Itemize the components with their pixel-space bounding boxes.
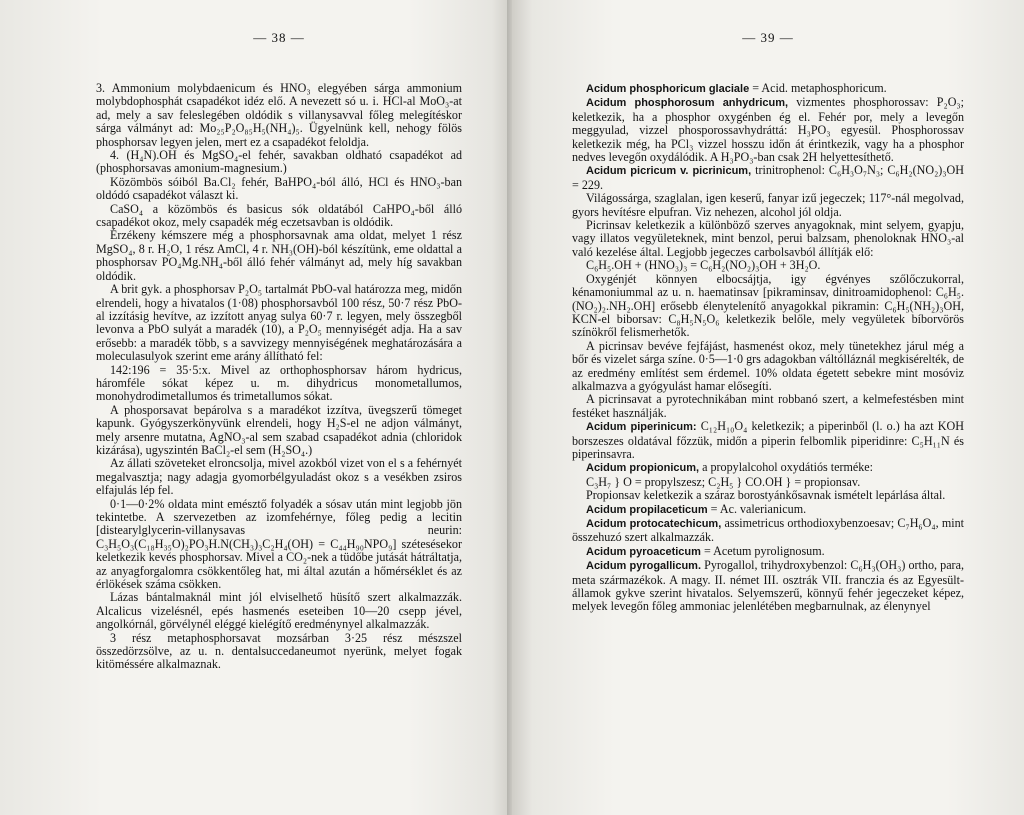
entry-text: vizmentes phosphorossav: P₂O₃; keletkezik, ha a phosphor oxygénben ég el. Fehér por, mely a levegőn meggyulad, vizzel phosporossavhydráttá: H₃PO₃ egyesül. Phosphorossav keletkezik még, ha PCl₃ vizzel hosszu időn át érintkezik, vagy ha a phosphor nedves levegőn oxydálódik. A H₃PO₃-ban csak 2H helyettesíthető. <box>572 95 965 165</box>
paragraph: 0·1—0·2% oldata mint emésztő folyadék a sósav után mint legjobb jön tekintetbe. A szervezetben az izomfehérnye, főleg pedig a lecitin [distearylglycerin-villanysavas neurin: C₃H₅O₃(C₁₈H₃₅O)₂PO₃H.N(CH₃)₃C₂H₄(OH) = C₄₄H₉₀NPO₉] szétesésekor keletkezik kevés phosphorsav. Mivel a CO₂-nek a tüdőbe jutását hátráltatja, az anyagforgalomra csökkentőleg hat, mi által azután a hőmérséklet és az érlökések száma csökken. <box>96 496 462 592</box>
entry-text: = Ac. valerianicum. <box>707 501 807 516</box>
left-page-text <box>96 82 462 672</box>
entry-heading: Acidum protocatechicum, <box>586 518 722 530</box>
paragraph <box>572 393 964 420</box>
paragraph: A phosporsavat bepárolva s a maradékot izzítva, üvegszerű tömeget kapunk. Gyógyszerkönyvünk elrendeli, hogy H₂S-el ne adjon válmányt, mely arsenre mutatna, AgNO₃-al sem szabad csapadékot adnia (chloridok kizárása), ugyszintén BaCl₂-el sem (H₂SO₄.) <box>96 402 462 457</box>
paragraph: 142:196 = 35·5:x. Mivel az orthophosphorsav három hydricus, háromféle sókat képez u. m. dihydricus monometallumos, monohydrodimetallumos és trimetallumos sókat. <box>96 362 462 404</box>
paragraph <box>572 503 964 517</box>
paragraph: A brit gyk. a phosphorsav P₂O₅ tartalmát PbO-val határozza meg, midőn elrendeli, hogy a hivatalos (1·08) phosphorsavból 100 rész, 50·7 rész PbO-al izzításig hevítve, az izzított anyag sulya 60·7 r. legyen, mely összegből levonva a PbO sulyát a maradék (10), a P₂O₅ mennyiségét adja. Ha a sav erősebb: a maradék több, s a savvizegy mennyiségének meghatározására a moleculasulyok szerint eme arány állítható fel: <box>96 282 462 364</box>
entry-heading: Acidum pyrogallicum. <box>586 560 701 573</box>
entry-text: = Acid. metaphosphoricum. <box>749 81 887 95</box>
entry-text: C₆H₅.OH + (HNO₃)₃ = C₆H₂(NO₂)₃OH + 3H₂O. <box>586 258 821 273</box>
paragraph <box>572 192 964 219</box>
paragraph <box>572 545 964 559</box>
entry-text: assimetricus orthodioxybenzoesav; C₇H₆O₄, mint összehuzó szert alkalmazzák. <box>572 516 964 545</box>
entry-text: Világossárga, szaglalan, igen keserű, fanyar izű jegeczek; 117°-nál megolvad, gyors hevítésre elpufran. Viz nehezen, alcohol jól oldja. <box>572 191 964 219</box>
paragraph: Lázas bántalmaknál mint jól elviselhető hüsítő szert alkalmazzák. Alcalicus vizelésnél, epés hasmenés eseteiben 10—20 csepp jével, angolkórnál, görvélynél eléggé kielégítő eredménynyel alkalmazzák. <box>96 590 462 632</box>
right-page <box>512 0 1024 815</box>
entry-heading: Acidum piperinicum: <box>586 421 697 434</box>
paragraph: 3 rész metaphosphorsavat mozsárban 3·25 rész mészszel összedörzsölve, az u. n. dentalsuccedaneumot nyerünk, melyet fogak kitöméssére alkalmaznak. <box>96 630 462 672</box>
entry-text: C₁₂H₁₀O₄ keletkezik; a piperinből (l. o.) ha azt KOH borszeszes oldatával főzzük, midőn a piperin felbomlik piperidinre: C₅H₁₁N és piperinsavra. <box>572 419 964 461</box>
entry-text: Oxygénjét könnyen elbocsájtja, igy égvényes szőlőczukorral, kénamoniummal az u. n. haematinsav [pikraminsav, dinitroamidophenol: C₆H₅.(NO₂)₂.NH₂.OH] erősebb élenytelenítő anyagokkal pikramin: C₆H₅(NH₂)₃OH, KCN-el biborsav: C₈H₅N₅O₆ keletkezik belőle, mely vegyületek bíborvörös színökről felismerhetők. <box>572 271 964 340</box>
paragraph: Az állati szöveteket elroncsolja, mivel azokból vizet von el s a fehérnyét megalvasztja; nagy adagja gyomorbélgyuladást okoz s a vesékben zsiros elfajulás lép fel. <box>96 456 462 498</box>
paragraph <box>572 476 964 489</box>
paragraph <box>572 82 964 96</box>
entry-heading: Acidum propionicum, <box>586 462 700 475</box>
entry-text: trinitrophenol: C₆H₃O₇N₃; C₆H₂(NO₂)₃OH = 229. <box>572 163 964 192</box>
entry-text: C₃H₇ } O = propylszesz; C₂H₅ } CO.OH } = propionsav. <box>586 474 861 489</box>
right-page-text <box>572 82 964 614</box>
entry-text: A picrinsav bevéve fejfájást, hasmenést okoz, mely tünetekhez járul még a bőr és vizelet sárga színe. 0·5—1·0 grs adagokban váltólláznál megkisérelték, de az eredmény említést sem érdemel. 10% oldata égetett sebekre mint mosóviz alkalmazva a gyógyulást hamar elősegíti. <box>572 338 965 393</box>
entry-heading: Acidum pyroaceticum <box>586 545 701 558</box>
paragraph <box>572 259 964 272</box>
paragraph: Érzékeny kémszere még a phosphorsavnak ama oldat, melyet 1 rész MgSO₄, 8 r. H₂O, 1 rész AmCl, 4 r. NH₃(OH)-ból készítünk, eme oldattal a phosphorsav PO₄Mg.NH₄-ből álló fehér válmányt ad, mely híg savakban oldódik. <box>96 228 462 283</box>
right-page-number: — 39 — <box>742 30 794 45</box>
paragraph: 4. (H₄N).OH és MgSO₄-el fehér, savakban oldható csapadékot ad (phosphorsavas amonium-magnesium.) <box>96 148 462 176</box>
left-page-number: — 38 — <box>253 30 305 45</box>
entry-heading: Acidum propilaceticum <box>586 503 708 516</box>
entry-text: a propylalcohol oxydátiós terméke: <box>699 460 874 475</box>
entry-heading: Acidum phosphoricum glaciale <box>586 83 750 95</box>
paragraph <box>572 273 964 340</box>
paragraph <box>572 461 964 475</box>
paragraph <box>572 559 964 614</box>
entry-heading: Acidum phosphorosum anhydricum, <box>586 97 789 110</box>
paragraph <box>572 96 964 164</box>
paragraph <box>572 340 964 394</box>
entry-text: = Acetum pyrolignosum. <box>700 543 825 558</box>
entry-text: A picrinsavat a pyrotechnikában mint robbanó szert, a kelmefestésben mint festéket használják. <box>572 392 964 420</box>
paragraph: 3. Ammonium molybdaenicum és HNO₃ elegyében sárga ammonium molybdophosphát csapadékot idéz elő. A nevezett só u. i. HCl-al MoO₃-at ad, mely a sav feleslegében oldódik s villanysavval főleg melegítéskor sárga válmányt ad: Mo₂₅P₂O₈₅H₅(NH₄)₅. Ügyelnünk kell, nehogy fölös phosphorsav legyen jelen, mert ez a csapadékot feloldja. <box>96 81 462 149</box>
paragraph: CaSO₄ a közömbös és basicus sók oldatából CaHPO₄-ből álló csapadékot okoz, mely csapadék még eczetsavban is oldódik. <box>96 201 462 230</box>
entry-text: Propionsav keletkezik a száraz borostyánkősavnak ismételt lepárlása által. <box>586 488 946 503</box>
paragraph <box>572 219 964 259</box>
entry-text: Picrinsav keletkezik a különböző szerves anyagoknak, mint selyem, gyapju, vagy illatos vegyületeknek, mint benzol, perui balzsam, phenoloknak HNO₃-al való kezelése által. Legjobb jegeczes carbolsavból állítják elő: <box>572 218 964 259</box>
paragraph <box>572 420 964 461</box>
entry-heading: Acidum picricum v. picrinicum, <box>586 165 752 178</box>
paragraph <box>572 489 964 502</box>
entry-text: Pyrogallol, trihydroxybenzol: C₆H₃(OH₃) ortho, para, meta származékok. A magy. II. német III. osztrák VII. franczia és az Egyesült-államok gykve szerint hivatalos. Selyemszerű, könnyű fehér jegeczeket képez, melyek levegőn főleg ammoniac jelenlétében megbarnulnak, az élenynyel <box>572 558 964 614</box>
paragraph <box>572 517 964 545</box>
paragraph: Közömbös sóiból Ba.Cl₂ fehér, BaHPO₄-ból álló, HCl és HNO₃-ban oldódó csapadékot választ ki. <box>96 174 462 203</box>
paragraph <box>572 164 964 192</box>
